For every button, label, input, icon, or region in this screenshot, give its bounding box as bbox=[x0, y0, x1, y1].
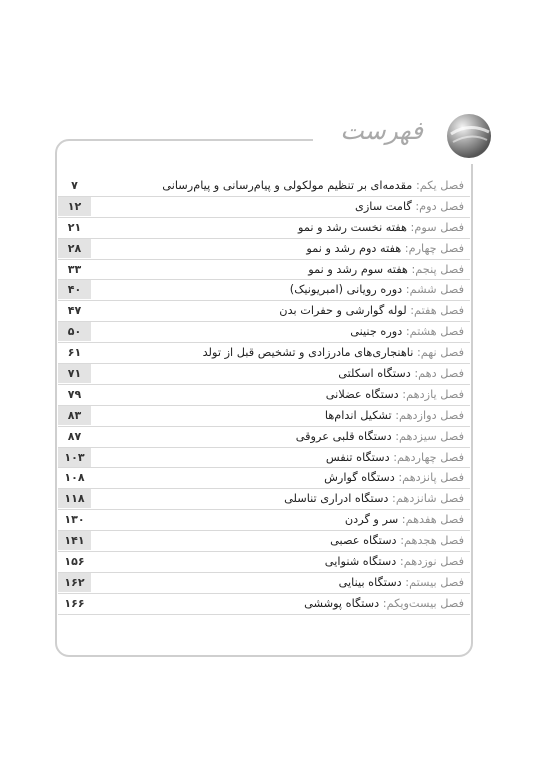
chapter-title: دستگاه عصبی bbox=[330, 534, 397, 548]
toc-entry bbox=[345, 510, 464, 530]
toc-entry bbox=[279, 301, 464, 321]
toc-entry bbox=[325, 406, 464, 426]
page-number: ۱۶۶ bbox=[64, 596, 85, 610]
toc-entry bbox=[203, 343, 464, 363]
page-number: ۱۱۸ bbox=[58, 489, 91, 508]
chapter-label: فصل نهم: bbox=[416, 346, 464, 360]
chapter-title: دستگاه پوششی bbox=[304, 596, 380, 610]
chapter-title: دستگاه شنوایی bbox=[324, 555, 397, 569]
chapter-title: مقدمه‌ای بر تنظیم مولکولی و پیام‌رسانی و پیام‌رسانی bbox=[162, 179, 413, 192]
chapter-title: دوره جنینی bbox=[350, 325, 403, 339]
chapter-label: فصل چهاردهم: bbox=[393, 450, 464, 464]
chapter-label: فصل ششم: bbox=[405, 283, 464, 297]
toc-header bbox=[313, 110, 493, 164]
toc-entry bbox=[296, 427, 464, 447]
page-number: ۸۳ bbox=[58, 406, 91, 425]
toc-row[interactable] bbox=[58, 531, 470, 552]
toc-row[interactable] bbox=[58, 343, 470, 364]
page-number: ۱۲ bbox=[58, 197, 91, 216]
chapter-label: فصل پنجم: bbox=[411, 262, 464, 276]
toc-entry bbox=[162, 176, 464, 196]
page-number: ۱۳۰ bbox=[64, 513, 85, 527]
chapter-title: تشکیل اندام‌ها bbox=[324, 408, 392, 422]
toc-entry bbox=[308, 260, 464, 280]
toc-row[interactable] bbox=[58, 197, 470, 218]
toc-row[interactable] bbox=[58, 239, 470, 260]
page-number: ۸۷ bbox=[67, 429, 82, 443]
toc-entry bbox=[325, 552, 464, 572]
page-number: ۴۰ bbox=[58, 280, 91, 299]
chapter-title: هفته سوم رشد و نمو bbox=[308, 262, 408, 276]
page-number: ۱۰۸ bbox=[64, 471, 85, 485]
page-number: ۴۷ bbox=[67, 304, 82, 318]
toc-entry bbox=[330, 531, 464, 551]
page-number: ۷ bbox=[71, 179, 78, 192]
sphere-icon bbox=[445, 112, 493, 160]
chapter-title: لوله گوارشی و حفرات بدن bbox=[279, 304, 407, 318]
page-number: ۱۰۳ bbox=[58, 448, 91, 467]
chapter-label: فصل دوم: bbox=[415, 199, 464, 213]
chapter-title: هفته نخست رشد و نمو bbox=[298, 220, 407, 234]
chapter-label: فصل سیزدهم: bbox=[395, 429, 464, 443]
toc-entry bbox=[298, 218, 464, 238]
chapter-label: فصل هجدهم: bbox=[400, 534, 464, 548]
page-number: ۷۱ bbox=[58, 364, 91, 383]
chapter-label: فصل سوم: bbox=[410, 220, 464, 234]
chapter-title: دوره رویانی (امبریونیک) bbox=[289, 283, 403, 297]
toc-row[interactable] bbox=[58, 176, 470, 197]
toc-entry bbox=[350, 322, 464, 342]
chapter-label: فصل بیستم: bbox=[405, 575, 464, 589]
toc-entry bbox=[290, 280, 464, 300]
chapter-title: دستگاه اسکلتی bbox=[338, 367, 411, 381]
toc-row[interactable] bbox=[58, 406, 470, 427]
toc-row[interactable] bbox=[58, 448, 470, 469]
toc-row[interactable] bbox=[58, 489, 470, 510]
chapter-title: دستگاه تنفس bbox=[325, 450, 390, 464]
chapter-label: فصل بیست‌ویکم: bbox=[382, 596, 464, 610]
chapter-title: هفته دوم رشد و نمو bbox=[306, 241, 402, 255]
chapter-title: دستگاه قلبی عروقی bbox=[295, 429, 392, 443]
toc-row[interactable] bbox=[58, 301, 470, 322]
toc-row[interactable] bbox=[58, 427, 470, 448]
page-number: ۱۶۲ bbox=[58, 573, 91, 592]
page-number: ۱۵۶ bbox=[64, 555, 85, 569]
chapter-title: دستگاه عضلانی bbox=[325, 387, 399, 401]
toc-entry bbox=[304, 594, 464, 614]
chapter-label: فصل چهارم: bbox=[404, 241, 464, 255]
chapter-label: فصل نوزدهم: bbox=[399, 555, 464, 569]
toc-row[interactable] bbox=[58, 280, 470, 301]
toc-entry bbox=[284, 489, 464, 509]
toc-entry bbox=[338, 364, 464, 384]
chapter-label: فصل دهم: bbox=[414, 367, 464, 381]
chapter-label: فصل دوازدهم: bbox=[395, 408, 464, 422]
chapter-title: دستگاه بینایی bbox=[338, 575, 402, 589]
page-number: ۲۸ bbox=[58, 239, 91, 258]
toc-row[interactable] bbox=[58, 364, 470, 385]
toc-entry bbox=[326, 385, 464, 405]
page-number: ۲۱ bbox=[67, 220, 82, 234]
table-of-contents bbox=[58, 176, 470, 615]
chapter-title: ناهنجاری‌های مادرزادی و تشخیص قبل از تولد bbox=[202, 346, 414, 360]
toc-row[interactable] bbox=[58, 510, 470, 531]
toc-entry bbox=[355, 197, 464, 217]
page-number: ۱۴۱ bbox=[58, 531, 91, 550]
toc-row[interactable] bbox=[58, 218, 470, 239]
chapter-label: فصل هشتم: bbox=[405, 325, 464, 339]
chapter-title: سر و گردن bbox=[344, 513, 399, 527]
toc-row[interactable] bbox=[58, 573, 470, 594]
toc-entry bbox=[339, 573, 464, 593]
chapter-label: فصل شانزدهم: bbox=[392, 492, 464, 506]
toc-row[interactable] bbox=[58, 260, 470, 281]
toc-row[interactable] bbox=[58, 385, 470, 406]
page-number: ۷۹ bbox=[67, 387, 82, 401]
toc-entry bbox=[326, 448, 464, 468]
toc-row[interactable] bbox=[58, 552, 470, 573]
toc-row[interactable] bbox=[58, 468, 470, 489]
page-number: ۵۰ bbox=[58, 322, 91, 341]
chapter-title: دستگاه گوارش bbox=[324, 471, 395, 485]
page-number: ۳۳ bbox=[67, 262, 82, 276]
chapter-label: فصل پانزدهم: bbox=[398, 471, 464, 485]
page-number: ۶۱ bbox=[67, 346, 82, 360]
toc-row[interactable] bbox=[58, 594, 470, 615]
toc-row[interactable] bbox=[58, 322, 470, 343]
toc-entry bbox=[324, 468, 464, 488]
chapter-title: دستگاه ادراری تناسلی bbox=[284, 492, 389, 506]
chapter-label: فصل یکم: bbox=[415, 179, 464, 192]
chapter-title: گامت سازی bbox=[355, 199, 412, 213]
chapter-label: فصل یازدهم: bbox=[402, 387, 464, 401]
toc-entry bbox=[306, 239, 464, 259]
chapter-label: فصل هفدهم: bbox=[401, 513, 464, 527]
chapter-label: فصل هفتم: bbox=[410, 304, 464, 318]
page-title: فهرست bbox=[340, 116, 423, 145]
